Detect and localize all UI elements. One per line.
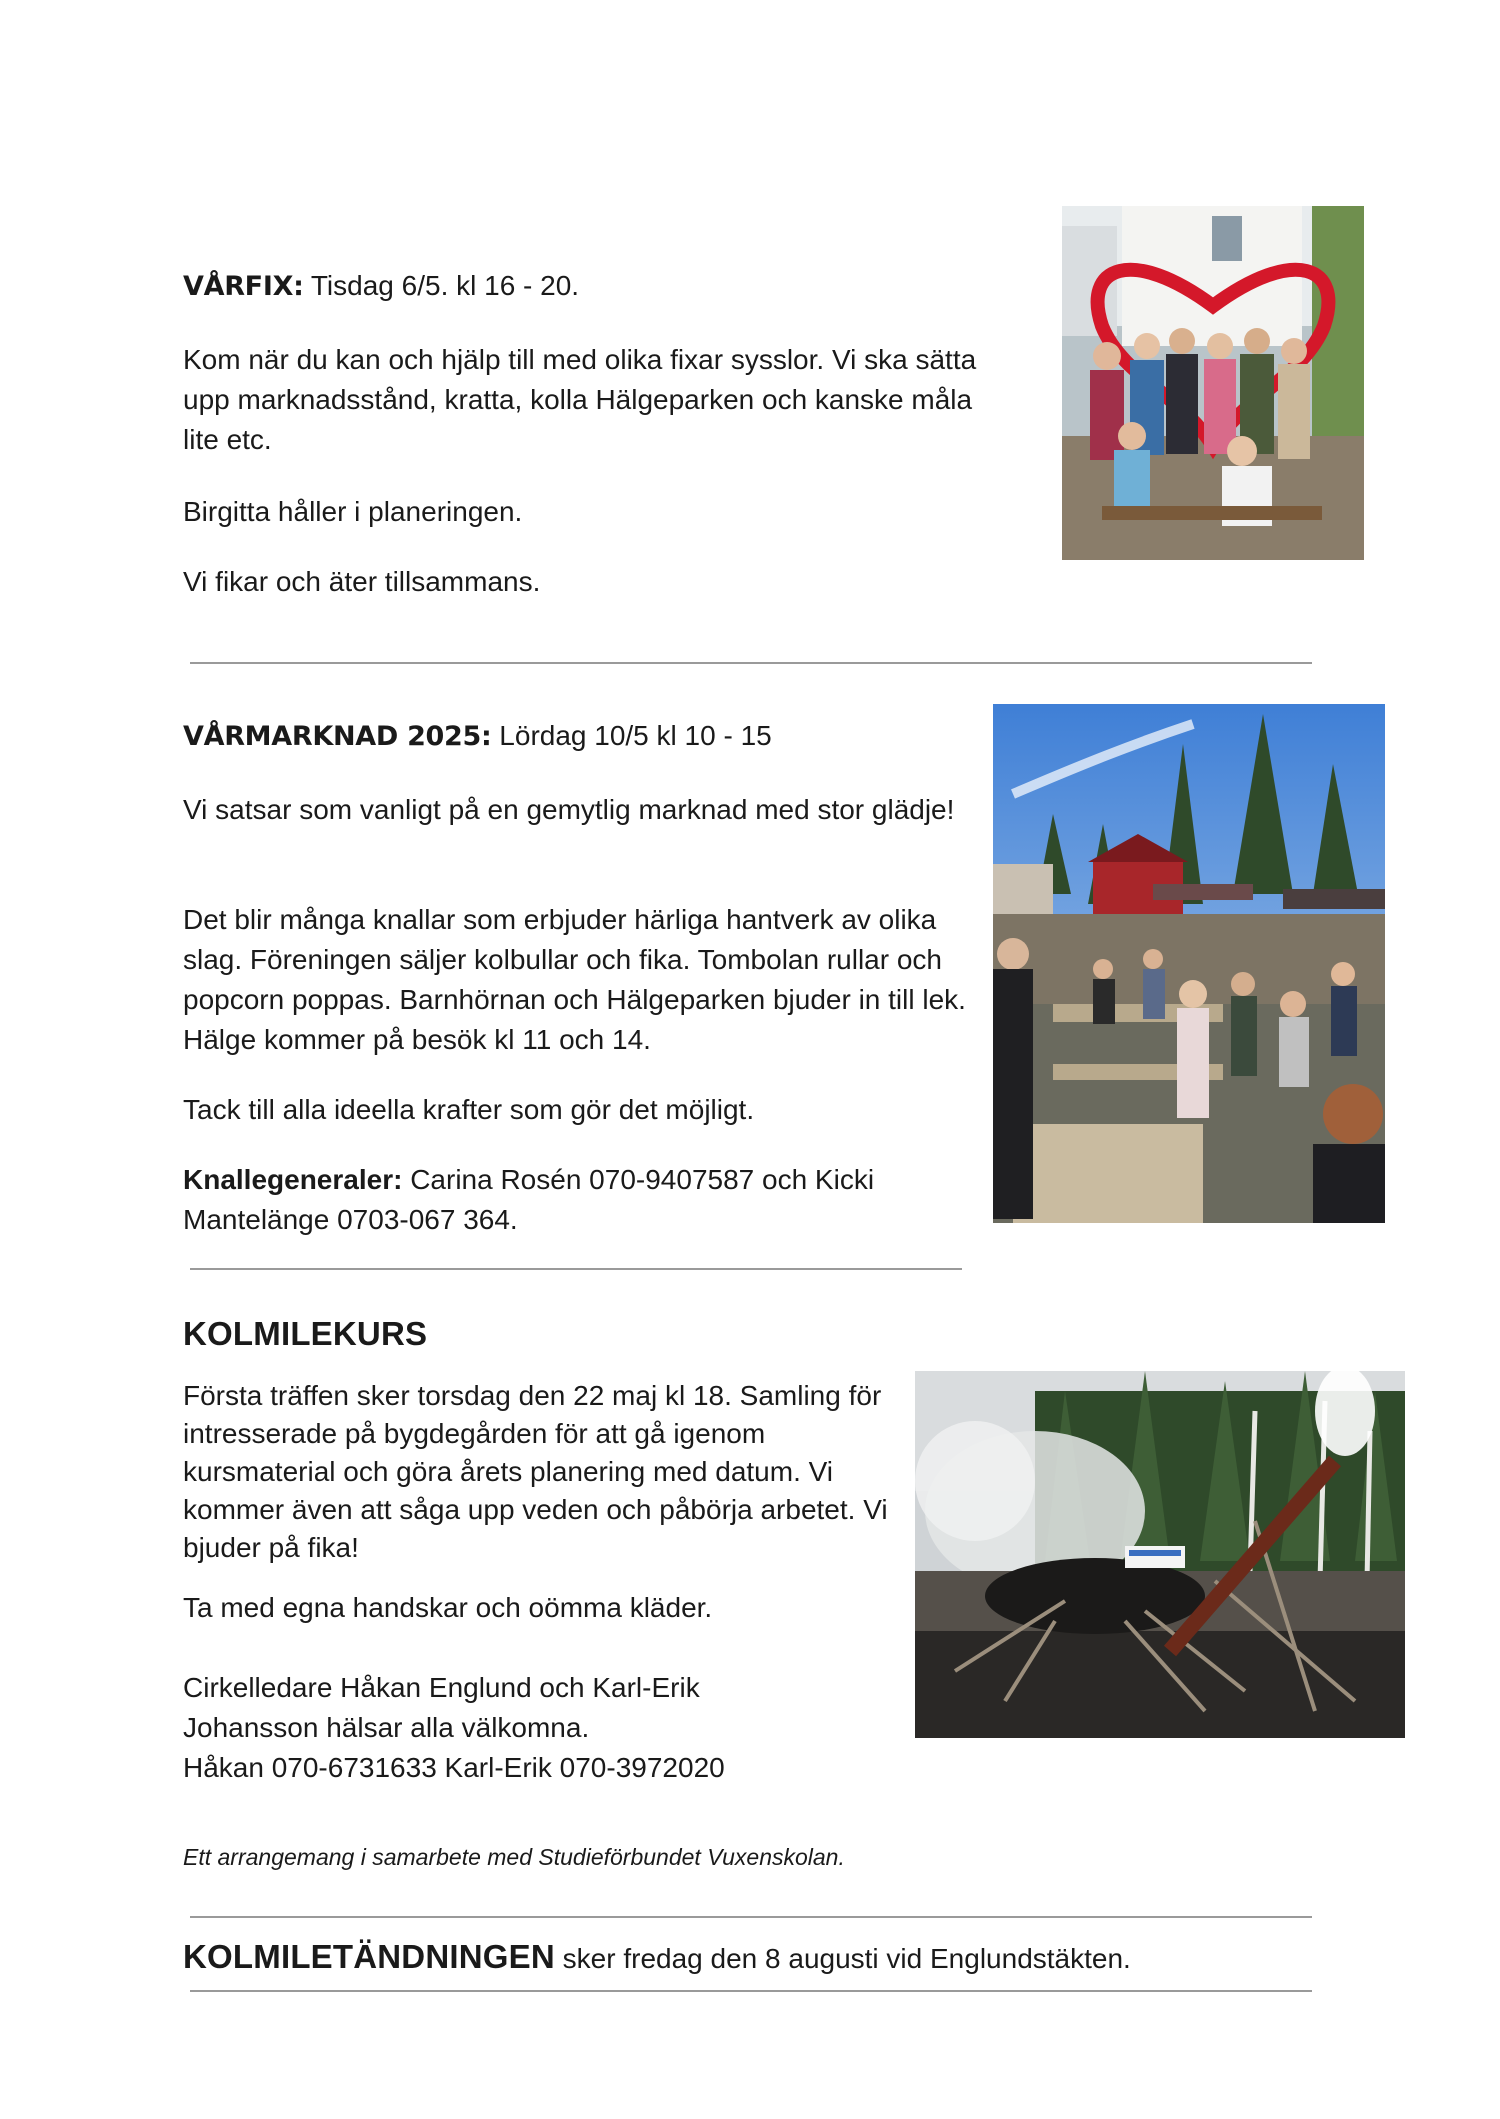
varfix-group-photo — [1062, 206, 1364, 560]
kolmile-charcoal-photo — [915, 1371, 1405, 1738]
varmarknad-paragraph-1: Vi satsar som vanligt på en gemytlig marknad med stor glädje! — [183, 794, 955, 825]
varmarknad-contact — [183, 1160, 973, 1240]
varmarknad-paragraph-2: Det blir många knallar som erbjuder härliga hantverk av olika slag. Föreningen säljer kolbullar och fika. Tombolan rullar och popcorn poppas. Barnhörnan och Hälgeparken bjuder in till lek. Hälge kommer på besök kl 11 och 14. — [183, 904, 966, 1055]
kolmilekurs-leaders-line-1: Cirkelledare Håkan Englund och Karl-Erik — [183, 1672, 700, 1703]
divider-1 — [190, 662, 1312, 664]
kolmilekurs-leaders-line-2: Johansson hälsar alla välkomna. — [183, 1712, 590, 1743]
kolmilekurs-title: KOLMILEKURS — [183, 1315, 428, 1352]
varmarknad-heading — [183, 716, 983, 757]
varmarknad-title: VÅRMARKNAD 2025: — [183, 721, 492, 752]
varmarknad-when: Lördag 10/5 kl 10 - 15 — [491, 720, 772, 751]
divider-4 — [190, 1990, 1312, 1992]
varfix-paragraph-2: Birgitta håller i planeringen. — [183, 496, 523, 527]
varfix-heading — [183, 266, 983, 307]
kolmilekurs-leaders-phones: Håkan 070-6731633 Karl-Erik 070-3972020 — [183, 1752, 725, 1783]
varfix-paragraph-3: Vi fikar och äter tillsammans. — [183, 566, 541, 597]
divider-2 — [190, 1268, 962, 1270]
tandning-text: sker fredag den 8 augusti vid Englundstäkten. — [554, 1943, 1131, 1974]
varfix-when: Tisdag 6/5. kl 16 - 20. — [303, 270, 580, 301]
tandning-line — [183, 1935, 1131, 1981]
tandning-title: KOLMILETÄNDNINGEN — [183, 1938, 555, 1975]
varfix-title: VÅRFIX: — [183, 271, 304, 302]
varmarknad-paragraph-3: Tack till alla ideella krafter som gör det möjligt. — [183, 1094, 755, 1125]
divider-3 — [190, 1916, 1312, 1918]
kolmilekurs-paragraph-1: Första träffen sker torsdag den 22 maj kl 18. Samling för intresserade på bygdegården för att gå igenom kursmaterial och göra årets planering med datum. Vi kommer även att såga upp veden och påbörja arbetet. Vi bjuder på fika! — [183, 1380, 888, 1563]
varmarknad-contact-text: Carina Rosén 070-9407587 och Kicki Mantelänge 0703-067 364. — [183, 1164, 875, 1235]
kolmilekurs-partner-note: Ett arrangemang i samarbete med Studieförbundet Vuxenskolan. — [183, 1844, 845, 1870]
varfix-paragraph-1: Kom när du kan och hjälp till med olika fixar sysslor. Vi ska sätta upp marknadsstånd, kratta, kolla Hälgeparken och kanske måla lite etc. — [183, 344, 977, 455]
varmarknad-contact-label: Knallegeneraler: — [183, 1164, 403, 1195]
kolmilekurs-paragraph-3 — [183, 1668, 903, 1788]
varmarknad-market-photo — [993, 704, 1385, 1223]
kolmilekurs-paragraph-2: Ta med egna handskar och oömma kläder. — [183, 1592, 713, 1623]
